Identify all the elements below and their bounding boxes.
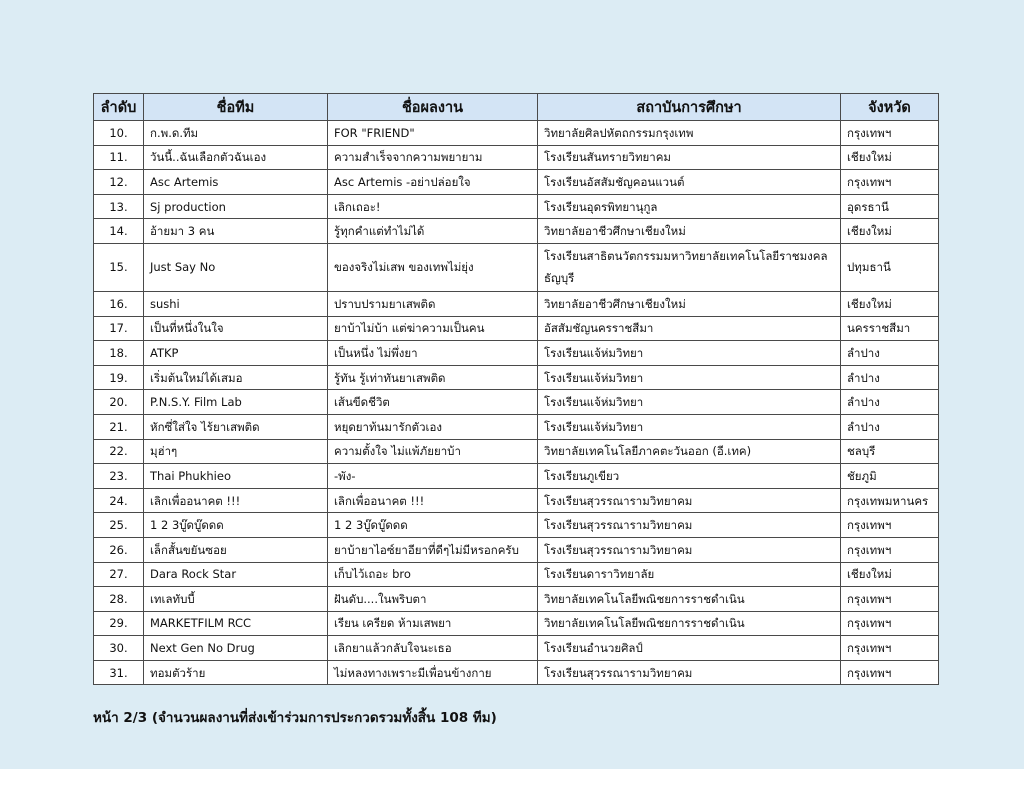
cell-work: รู้ทุกคำแต่ทำไม่ได้	[328, 219, 538, 244]
cell-work: รู้ทัน รู้เท่าทันยาเสพติด	[328, 365, 538, 390]
cell-province: กรุงเทพฯ	[841, 636, 939, 661]
cell-province: ลำปาง	[841, 365, 939, 390]
table-body	[94, 121, 939, 685]
cell-seq: 11.	[94, 145, 144, 170]
table-row	[94, 316, 939, 341]
table-header	[94, 94, 939, 121]
header-row	[94, 94, 939, 121]
cell-seq: 16.	[94, 291, 144, 316]
table-row	[94, 121, 939, 146]
header-institution: สถาบันการศึกษา	[538, 94, 841, 121]
cell-province: ลำปาง	[841, 390, 939, 415]
cell-work: เลิกเพื่ออนาคต !!!	[328, 488, 538, 513]
cell-province: เชียงใหม่	[841, 562, 939, 587]
cell-work: เลิกยาแล้วกลับใจนะเธอ	[328, 636, 538, 661]
table-row	[94, 660, 939, 685]
cell-seq: 31.	[94, 660, 144, 685]
cell-team: ATKP	[144, 341, 328, 366]
table-row	[94, 219, 939, 244]
cell-institution: โรงเรียนสุวรรณารามวิทยาคม	[538, 537, 841, 562]
cell-team: เลิกเพื่ออนาคต !!!	[144, 488, 328, 513]
cell-work: -พัง-	[328, 464, 538, 489]
cell-team: 1 2 3บู๊ดบู๊ดดด	[144, 513, 328, 538]
table-row	[94, 636, 939, 661]
cell-province: กรุงเทพมหานคร	[841, 488, 939, 513]
cell-institution: โรงเรียนแจ้ห่มวิทยา	[538, 390, 841, 415]
cell-seq: 10.	[94, 121, 144, 146]
cell-institution: วิทยาลัยอาชีวศึกษาเชียงใหม่	[538, 291, 841, 316]
cell-seq: 25.	[94, 513, 144, 538]
cell-work: 1 2 3บู๊ดบู๊ดดด	[328, 513, 538, 538]
cell-province: กรุงเทพฯ	[841, 611, 939, 636]
cell-institution: วิทยาลัยศิลปหัตถกรรมกรุงเทพ	[538, 121, 841, 146]
cell-institution: โรงเรียนแจ้ห่มวิทยา	[538, 365, 841, 390]
cell-work: ความตั้งใจ ไม่แพ้ภัยยาบ้า	[328, 439, 538, 464]
cell-work: Asc Artemis -อย่าปล่อยใจ	[328, 170, 538, 195]
cell-work: ยาบ้าไม่บ้า แต่ฆ่าความเป็นคน	[328, 316, 538, 341]
header-seq: ลำดับ	[94, 94, 144, 121]
cell-seq: 26.	[94, 537, 144, 562]
cell-institution: โรงเรียนสุวรรณารามวิทยาคม	[538, 660, 841, 685]
cell-institution: โรงเรียนภูเขียว	[538, 464, 841, 489]
cell-institution: โรงเรียนอัสสัมชัญคอนแวนต์	[538, 170, 841, 195]
table-row	[94, 439, 939, 464]
cell-work: FOR "FRIEND"	[328, 121, 538, 146]
cell-institution: โรงเรียนอุดรพิทยานุกูล	[538, 194, 841, 219]
cell-team: เริ่มต้นใหม่ได้เสมอ	[144, 365, 328, 390]
cell-team: ก.พ.ด.ทีม	[144, 121, 328, 146]
cell-work: เส้นขีดชีวิต	[328, 390, 538, 415]
cell-province: ปทุมธานี	[841, 243, 939, 291]
cell-work: เป็นหนึ่ง ไม่พึ่งยา	[328, 341, 538, 366]
cell-team: Sj production	[144, 194, 328, 219]
cell-seq: 12.	[94, 170, 144, 195]
table-row	[94, 611, 939, 636]
cell-team: หักซึ่ใส่ใจ ไร้ยาเสพติด	[144, 414, 328, 439]
cell-seq: 20.	[94, 390, 144, 415]
cell-seq: 22.	[94, 439, 144, 464]
cell-team: sushi	[144, 291, 328, 316]
cell-province: ลำปาง	[841, 341, 939, 366]
cell-team: มุฮ่าๆ	[144, 439, 328, 464]
cell-institution: โรงเรียนแจ้ห่มวิทยา	[538, 414, 841, 439]
table-row	[94, 587, 939, 612]
cell-province: กรุงเทพฯ	[841, 660, 939, 685]
table-row	[94, 365, 939, 390]
cell-province: กรุงเทพฯ	[841, 537, 939, 562]
cell-institution: โรงเรียนแจ้ห่มวิทยา	[538, 341, 841, 366]
cell-province: ลำปาง	[841, 414, 939, 439]
cell-seq: 14.	[94, 219, 144, 244]
cell-work: เก็บไว้เถอะ bro	[328, 562, 538, 587]
table-row	[94, 390, 939, 415]
cell-team: P.N.S.Y. Film Lab	[144, 390, 328, 415]
cell-province: ชลบุรี	[841, 439, 939, 464]
cell-seq: 28.	[94, 587, 144, 612]
cell-province: กรุงเทพฯ	[841, 121, 939, 146]
cell-institution: โรงเรียนดาราวิทยาลัย	[538, 562, 841, 587]
cell-institution: โรงเรียนสุวรรณารามวิทยาคม	[538, 488, 841, 513]
cell-province: นครราชสีมา	[841, 316, 939, 341]
results-table	[93, 93, 939, 685]
cell-seq: 21.	[94, 414, 144, 439]
header-province: จังหวัด	[841, 94, 939, 121]
table-row	[94, 488, 939, 513]
cell-institution: โรงเรียนสุวรรณารามวิทยาคม	[538, 513, 841, 538]
cell-work: ฝันดับ....ในพริบตา	[328, 587, 538, 612]
cell-province: เชียงใหม่	[841, 145, 939, 170]
cell-team: ทอมตัวร้าย	[144, 660, 328, 685]
cell-seq: 15.	[94, 243, 144, 291]
cell-seq: 18.	[94, 341, 144, 366]
cell-work: ความสำเร็จจากความพยายาม	[328, 145, 538, 170]
cell-work: เลิกเถอะ!	[328, 194, 538, 219]
cell-institution: อัสสัมชัญนครราชสีมา	[538, 316, 841, 341]
cell-institution: โรงเรียนสันทรายวิทยาคม	[538, 145, 841, 170]
cell-team: Thai Phukhieo	[144, 464, 328, 489]
cell-seq: 13.	[94, 194, 144, 219]
cell-team: วันนี้..ฉันเลือกตัวฉันเอง	[144, 145, 328, 170]
cell-province: ชัยภูมิ	[841, 464, 939, 489]
header-team: ชื่อทีม	[144, 94, 328, 121]
cell-province: อุดรธานี	[841, 194, 939, 219]
cell-team: MARKETFILM RCC	[144, 611, 328, 636]
table-row	[94, 414, 939, 439]
cell-work: หยุดยาท้นมารักตัวเอง	[328, 414, 538, 439]
cell-seq: 19.	[94, 365, 144, 390]
cell-team: Asc Artemis	[144, 170, 328, 195]
cell-institution: วิทยาลัยเทคโนโลยีภาคตะวันออก (อี.เทค)	[538, 439, 841, 464]
header-work: ชื่อผลงาน	[328, 94, 538, 121]
cell-team: เป็นที่หนึ่งในใจ	[144, 316, 328, 341]
cell-seq: 24.	[94, 488, 144, 513]
cell-institution: วิทยาลัยเทคโนโลยีพณิชยการราชดำเนิน	[538, 611, 841, 636]
table-row	[94, 562, 939, 587]
cell-seq: 29.	[94, 611, 144, 636]
cell-seq: 27.	[94, 562, 144, 587]
cell-team: Just Say No	[144, 243, 328, 291]
cell-seq: 23.	[94, 464, 144, 489]
cell-institution: วิทยาลัยเทคโนโลยีพณิชยการราชดำเนิน	[538, 587, 841, 612]
cell-work: ของจริงไม่เสพ ของเทพไม่ยุ่ง	[328, 243, 538, 291]
cell-work: ปราบปรามยาเสพติด	[328, 291, 538, 316]
cell-team: Next Gen No Drug	[144, 636, 328, 661]
cell-province: กรุงเทพฯ	[841, 513, 939, 538]
table-row	[94, 291, 939, 316]
cell-work: ยาบ้ายาไอซ์ยาอียาที่ดีๆไม่มีหรอกครับ	[328, 537, 538, 562]
cell-work: ไม่หลงทางเพราะมีเพื่อนข้างกาย	[328, 660, 538, 685]
table-row	[94, 464, 939, 489]
cell-institution: โรงเรียนสาธิตนวัตกรรมมหาวิทยาลัยเทคโนโลยีราชมงคลธัญบุรี	[538, 243, 841, 291]
cell-province: กรุงเทพฯ	[841, 587, 939, 612]
cell-team: เล็กสั้นขยันซอย	[144, 537, 328, 562]
cell-seq: 30.	[94, 636, 144, 661]
cell-work: เรียน เครียด ห้ามเสพยา	[328, 611, 538, 636]
cell-province: กรุงเทพฯ	[841, 170, 939, 195]
table-row	[94, 513, 939, 538]
table-row	[94, 194, 939, 219]
table-row	[94, 341, 939, 366]
cell-institution: วิทยาลัยอาชีวศึกษาเชียงใหม่	[538, 219, 841, 244]
table-row	[94, 537, 939, 562]
page-footer: หน้า 2/3 (จำนวนผลงานที่ส่งเข้าร่วมการประกวดรวมทั้งสิ้น 108 ทีม)	[93, 710, 497, 726]
cell-team: เทเลทับบี้	[144, 587, 328, 612]
table-row	[94, 243, 939, 291]
cell-seq: 17.	[94, 316, 144, 341]
table-row	[94, 145, 939, 170]
cell-province: เชียงใหม่	[841, 219, 939, 244]
cell-team: อ้ายมา 3 คน	[144, 219, 328, 244]
cell-team: Dara Rock Star	[144, 562, 328, 587]
cell-province: เชียงใหม่	[841, 291, 939, 316]
table-row	[94, 170, 939, 195]
cell-institution: โรงเรียนอำนวยศิลป์	[538, 636, 841, 661]
